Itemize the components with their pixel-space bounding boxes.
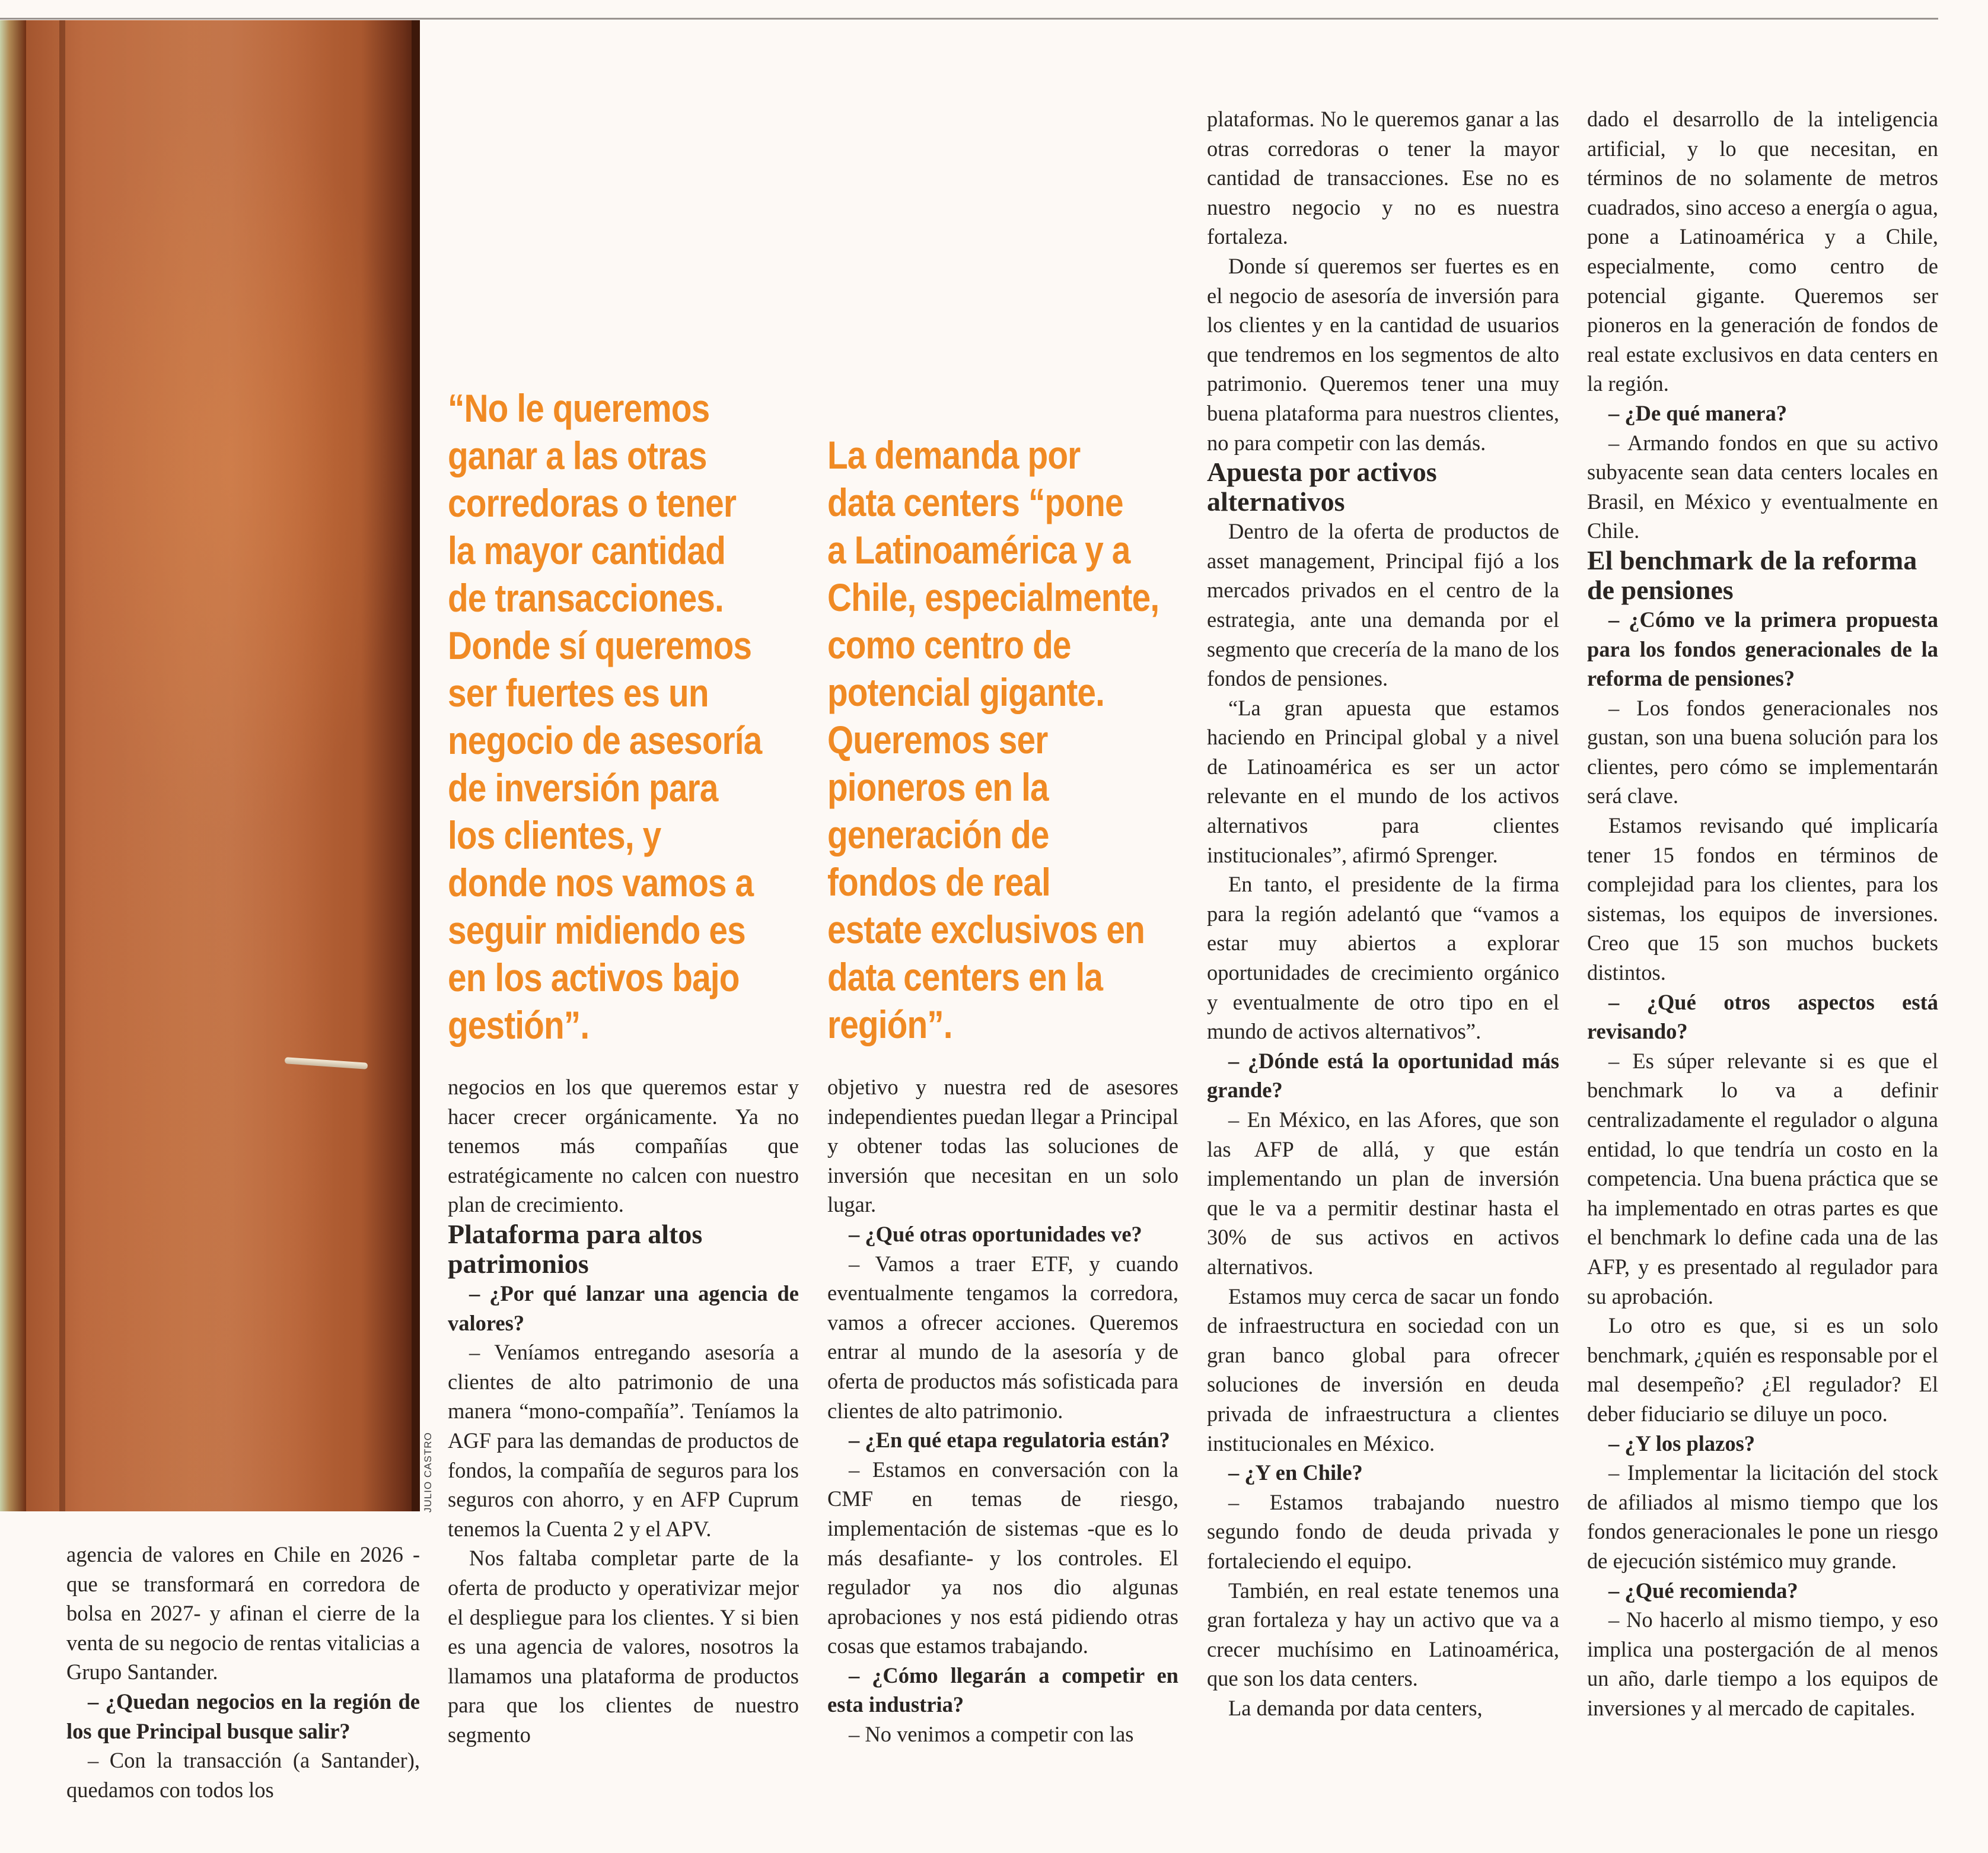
interview-question: – ¿Qué otras oportunidades ve? [849, 1221, 1142, 1246]
photo-door-frame [412, 20, 420, 1511]
interview-question: – ¿Qué recomienda? [1608, 1578, 1798, 1603]
interview-question: – ¿Cómo ve la primera propuesta para los fondos generacionales de la reforma de pensiones? [1587, 607, 1938, 691]
paragraph: – Estamos trabajando nuestro segundo fondo de deuda privada y fortaleciendo el equipo. [1207, 1489, 1559, 1573]
interview-question: – ¿Quedan negocios en la región de los que Principal busque salir? [66, 1689, 420, 1743]
paragraph: – Los fondos generacionales nos gustan, son una buena solución para los clientes, pero cómo se implementarán será clave. [1587, 695, 1938, 808]
section-heading: Plataforma para altos patrimonios [448, 1218, 703, 1279]
interview-question: – ¿Por qué lanzar una agencia de valores? [448, 1281, 799, 1335]
section-heading: Apuesta por activos alternativos [1207, 457, 1437, 517]
paragraph: “La gran apuesta que estamos haciendo en Principal global y a nivel de Latinoamérica es ser un actor relevante en el mundo de los activos alternativos para clientes institucionales”, afirmó Sprenger. [1207, 695, 1559, 867]
paragraph: Estamos muy cerca de sacar un fondo de infraestructura en sociedad con un gran banco global para ofrecer soluciones de inversión en deuda privada de infraestructura a clientes institucionales en México. [1207, 1284, 1559, 1456]
paragraph: dado el desarrollo de la inteligencia artificial, y lo que necesitan, en términos de no solamente de metros cuadrados, sino acceso a energía o agua, pone a Latinoamérica y a Chile, especialmente, como centro de potencial gigante. Queremos ser pioneros en la generación de fondos de real estate exclusivos en data centers en la región. [1587, 107, 1938, 396]
paragraph: agencia de valores en Chile en 2026 -que se transformará en corredora de bolsa en 2027- y afinan el cierre de la venta de su negocio de rentas vitalicias a Grupo Santander. [66, 1542, 420, 1685]
paragraph: – En México, en las Afores, que son las AFP de allá, y que están implementando un plan de inversión que le va a permitir destinar hasta el 30% de sus activos en activos alternativos. [1207, 1107, 1559, 1279]
photo-wall-edge [0, 20, 26, 1511]
paragraph: Nos faltaba completar parte de la oferta de producto y operativizar mejor el despliegue para los clientes. Y si bien es una agencia de valores, nosotros la llamamos una plataforma de productos para que los clientes de nuestro segmento [448, 1546, 799, 1747]
paragraph: – Con la transacción (a Santander), quedamos con todos los [66, 1748, 420, 1802]
photo-door-groove [59, 20, 65, 1511]
paragraph: Donde sí queremos ser fuertes es en el negocio de asesoría de inversión para los clientes y en la cantidad de usuarios que tendremos en los segmentos de alto patrimonio. Queremos tener una muy buena plataforma para nuestros clientes, no para competir con las demás. [1207, 253, 1559, 455]
article-column-5 [1587, 104, 1938, 1723]
pull-quote-1: “No le queremos ganar a las otras corredoras o tener la mayor cantidad de transacciones. Donde sí queremos ser fuertes es un negocio de asesoría de inversión para los clientes, y donde nos vamos a seguir midiendo es en los activos bajo gestión”. [448, 386, 762, 1047]
paragraph: – Estamos en conversación con la CMF en temas de riesgo, implementación de sistemas -que es lo más desafiante- y los controles. El regulador ya nos dio algunas aprobaciones y nos está pidiendo otras cosas que estamos trabajando. [827, 1457, 1178, 1658]
interview-question: – ¿En qué etapa regulatoria están? [849, 1428, 1170, 1453]
paragraph: plataformas. No le queremos ganar a las otras corredoras o tener la mayor cantidad de transacciones. Ese no es nuestro negocio y no es nuestra fortaleza. [1207, 107, 1559, 249]
article-column-4 [1207, 104, 1559, 1723]
paragraph: – Vamos a traer ETF, y cuando eventualmente tengamos la corredora, vamos a ofrecer acciones. Queremos entrar al mundo de la asesoría y de oferta de productos más sofisticada para clientes de alto patrimonio. [827, 1251, 1178, 1423]
paragraph: Estamos revisando qué implicaría tener 15 fondos en términos de complejidad para los clientes, para los sistemas, los equipos de inversiones. Creo que 15 son muchos buckets distintos. [1587, 813, 1938, 985]
paragraph: – Veníamos entregando asesoría a clientes de alto patrimonio de una manera “mono-compañía”. Teníamos la AGF para las demandas de productos de fondos, la compañía de seguros para los seguros con ahorro, y en AFP Cuprum tenemos la Cuenta 2 y el APV. [448, 1340, 799, 1541]
photo-wooden-door [0, 20, 420, 1511]
photo-credit: JULIO CASTRO [422, 1432, 434, 1513]
paragraph: Dentro de la oferta de productos de asset management, Principal fijó a los mercados privados en el centro de la estrategia, ante una demanda por el segmento que crecería de la mano de los fondos de pensiones. [1207, 519, 1559, 691]
paragraph: – Armando fondos en que su activo subyacente sean data centers locales en Brasil, en México y eventualmente en Chile. [1587, 430, 1938, 543]
interview-question: – ¿Y los plazos? [1608, 1431, 1756, 1456]
article-column-3 [827, 1072, 1178, 1749]
top-rule [0, 18, 1938, 20]
interview-question: – ¿Qué otros aspectos está revisando? [1587, 989, 1938, 1044]
paragraph: También, en real estate tenemos una gran fortaleza y hay un activo que va a crecer muchísimo en Latinoamérica, que son los data centers. [1207, 1578, 1559, 1691]
door-handle-icon [285, 1057, 368, 1069]
paragraph: – No hacerlo al mismo tiempo, y eso implica una postergación de al menos un año, darle tiempo a los equipos de inversiones y al mercado de capitales. [1587, 1607, 1938, 1720]
article-column-1 [66, 1540, 420, 1804]
paragraph: Lo otro es que, si es un solo benchmark, ¿quién es responsable por el mal desempeño? ¿El regulador? El deber fiduciario se diluye un poco. [1587, 1313, 1938, 1426]
interview-question: – ¿Cómo llegarán a competir en esta industria? [827, 1663, 1178, 1717]
paragraph: – No venimos a competir con las [849, 1722, 1134, 1747]
paragraph: La demanda por data centers, [1228, 1695, 1483, 1720]
article-column-2 [448, 1072, 799, 1749]
paragraph: objetivo y nuestra red de asesores independientes puedan llegar a Principal y obtener todas las soluciones de inversión que necesitan en un solo lugar. [827, 1075, 1178, 1217]
paragraph: – Es súper relevante si es que el benchmark lo va a definir centralizadamente el regulador o alguna entidad, lo que tendría un costo en la competencia. Una buena práctica que se ha implementado en otras partes es que el benchmark lo define cada una de las AFP, y es presentado al regulador para su aprobación. [1587, 1048, 1938, 1308]
interview-question: – ¿Y en Chile? [1228, 1460, 1363, 1485]
paragraph: En tanto, el presidente de la firma para la región adelantó que “vamos a estar muy abiertos a explorar oportunidades de crecimiento orgánico y eventualmente de otro tipo en el mundo de activos alternativos”. [1207, 872, 1559, 1044]
pull-quote-2: La demanda por data centers “pone a Latinoamérica y a Chile, especialmente, como centro de potencial gigante. Queremos ser pioneros en la generación de fondos de real estate exclusivos en data centers en la región”. [827, 433, 1159, 1046]
section-heading: El benchmark de la reforma de pensiones [1587, 545, 1917, 605]
paragraph: negocios en los que queremos estar y hacer crecer orgánicamente. Ya no tenemos más compañías que estratégicamente no calcen con nuestro plan de crecimiento. [448, 1075, 799, 1217]
interview-question: – ¿De qué manera? [1608, 400, 1788, 425]
interview-question: – ¿Dónde está la oportunidad más grande? [1207, 1048, 1559, 1103]
paragraph: – Implementar la licitación del stock de afiliados al mismo tiempo que los fondos generacionales le pone un riesgo de ejecución sistémico muy grande. [1587, 1460, 1938, 1573]
